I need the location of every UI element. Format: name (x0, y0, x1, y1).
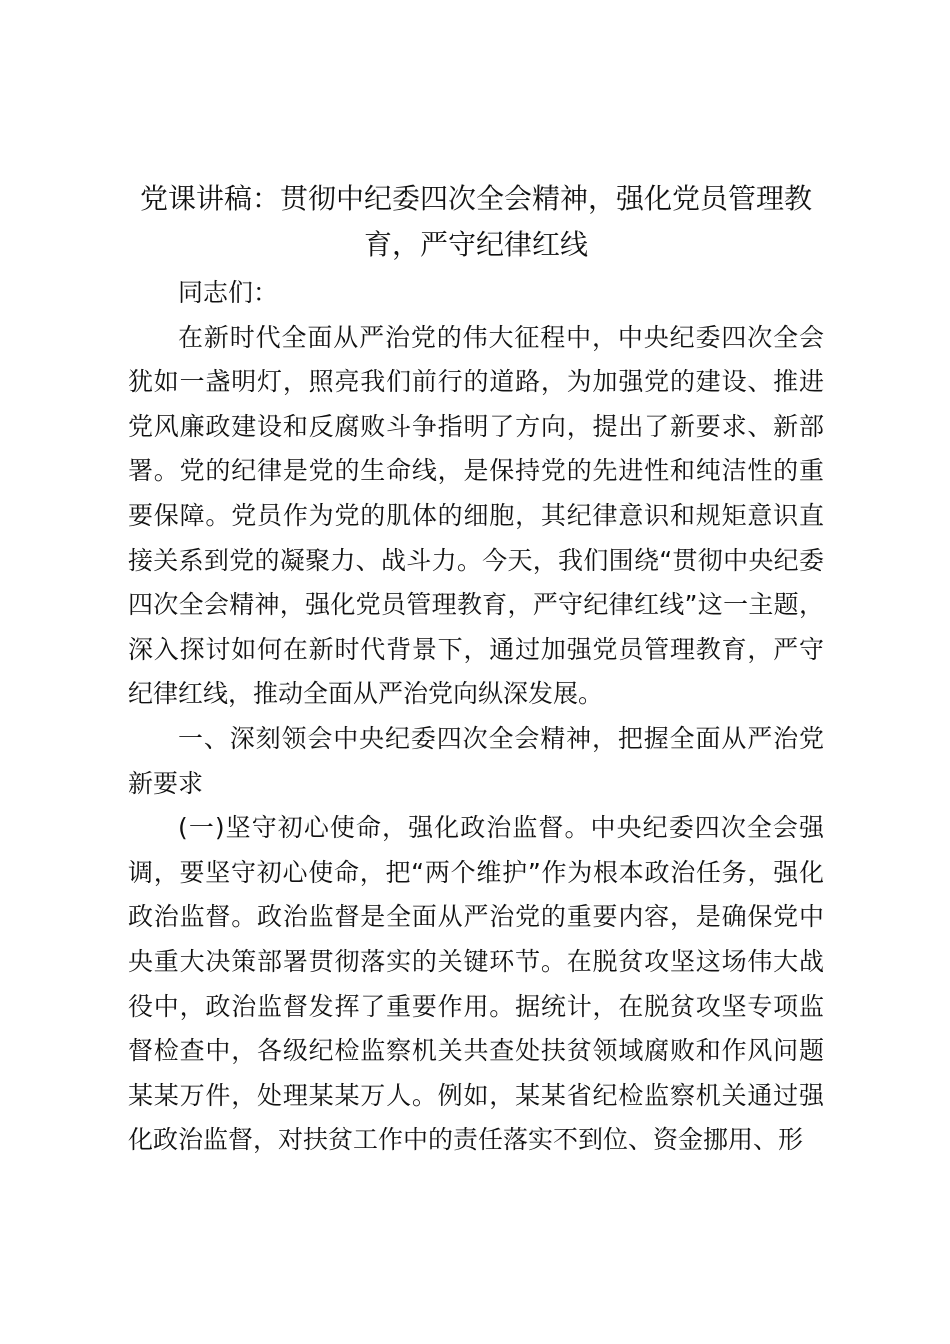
salutation: 同志们： (178, 278, 279, 307)
document-body (128, 176, 824, 1163)
subsection-paragraph: (一)坚守初心使命，强化政治监督。中央纪委四次全会强调，要坚守初心使命，把“两个维护”作为根本政治任务，强化政治监督。政治监督是全面从严治党的重要内容，是确保党中央重大决策部署贯彻落实的关键环节。在脱贫攻坚这场伟大战役中，政治监督发挥了重要作用。据统计，在脱贫攻坚专项监督检查中，各级纪检监察机关共查处扶贫领域腐败和作风问题某某万件，处理某某万人。例如，某某省纪检监察机关通过强化政治监督，对扶贫工作中的责任落实不到位、资金挪用、形 (128, 813, 824, 1155)
document-title: 党课讲稿：贯彻中纪委四次全会精神，强化党员管理教育，严守纪律红线 (139, 182, 812, 261)
section-heading: 一、深刻领会中央纪委四次全会精神，把握全面从严治党新要求 (128, 723, 824, 798)
intro-paragraph: 在新时代全面从严治党的伟大征程中，中央纪委四次全会犹如一盏明灯，照亮我们前行的道路，为加强党的建设、推进党风廉政建设和反腐败斗争指明了方向，提出了新要求、新部署。党的纪律是党的生命线，是保持党的先进性和纯洁性的重要保障。党员作为党的肌体的细胞，其纪律意识和规矩意识直接关系到党的凝聚力、战斗力。今天，我们围绕“贯彻中央纪委四次全会精神，强化党员管理教育，严守纪律红线”这一主题，深入探讨如何在新时代背景下，通过加强党员管理教育，严守纪律红线，推动全面从严治党向纵深发展。 (128, 322, 824, 709)
